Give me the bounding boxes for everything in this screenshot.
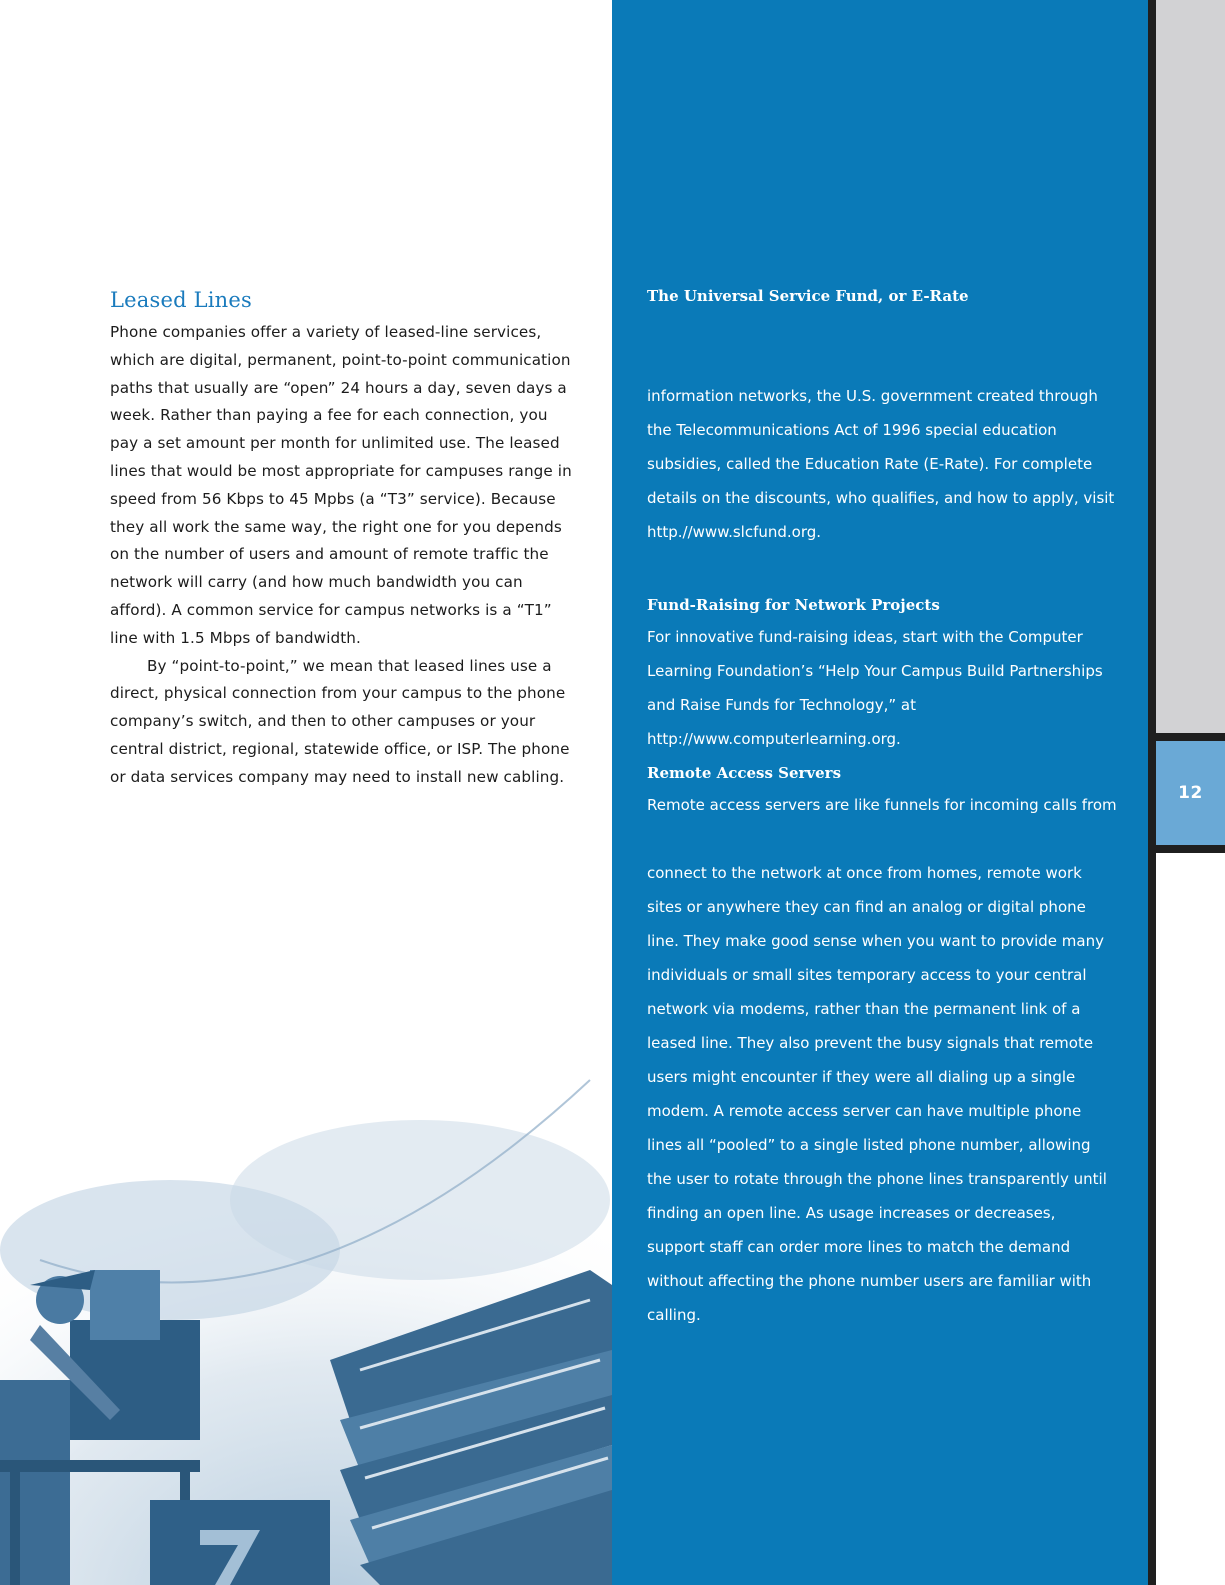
left-column: [0, 0, 612, 1585]
page-number-tab: [1156, 733, 1225, 853]
edge-gray-strip: [1156, 0, 1225, 733]
leased-lines-heading: Leased Lines: [110, 288, 253, 312]
e-rate-text: information networks, the U.S. government created through the Telecommunications Act of 1996 special education subsidies, called the Education Rate (E-Rate). For complete details on the discounts, who qualifies, and how to apply, visit http.//www.slcfund.org.: [647, 387, 1115, 541]
fund-raising-heading: Fund-Raising for Network Projects: [647, 596, 940, 614]
e-rate-heading: The Universal Service Fund, or E-Rate: [647, 287, 969, 305]
leased-lines-paragraph-1: Phone companies offer a variety of leased-line services, which are digital, permanent, point-to-point communication paths that usually are “open” 24 hours a day, seven days a week. Rather than paying a fee for each connection, you pay a set amount per month for unlimited use. The leased lines that would be most appropriate for campuses range in speed from 56 Kbps to 45 Mpbs (a “T3” service). Because they all work the same way, the right one for you depends on the number of users and amount of remote traffic the network will carry (and how much bandwidth you can afford). A common service for campus networks is a “T1” line with 1.5 Mbps of bandwidth.: [110, 323, 572, 647]
remote-access-heading: Remote Access Servers: [647, 764, 842, 782]
page-edge-rule: [1148, 0, 1156, 1585]
fund-raising-text: For innovative fund-raising ideas, start with the Computer Learning Foundation’s “Help Your Campus Build Partnerships and Raise Funds for Technology,” at http://www.computerlearning.org.: [647, 628, 1103, 748]
student-books-illustration: [0, 940, 612, 1585]
leased-lines-section: [110, 286, 580, 792]
leased-lines-paragraph-2: By “point-to-point,” we mean that leased lines use a direct, physical connection from your campus to the phone company’s switch, and then to other campuses or your central district, regional, statewide office, or ISP. The phone or data services company may need to install new cabling.: [110, 656, 570, 786]
remote-access-text-a: Remote access servers are like funnels for incoming calls from: [647, 796, 1117, 814]
page-number: 12: [1178, 783, 1203, 803]
edge-white-strip: [1156, 853, 1225, 1585]
remote-access-text-b: connect to the network at once from homes, remote work sites or anywhere they can find an analog or digital phone line. They make good sense when you want to provide many individuals or small sites temporary access to your central network via modems, rather than the permanent link of a leased line. They also prevent the busy signals that remote users might encounter if they were all dialing up a single modem. A remote access server can have multiple phone lines all “pooled” to a single listed phone number, allowing the user to rotate through the phone lines transparently until finding an open line. As usage increases or decreases, support staff can order more lines to match the demand without affecting the phone number users are familiar with calling.: [647, 864, 1107, 1324]
